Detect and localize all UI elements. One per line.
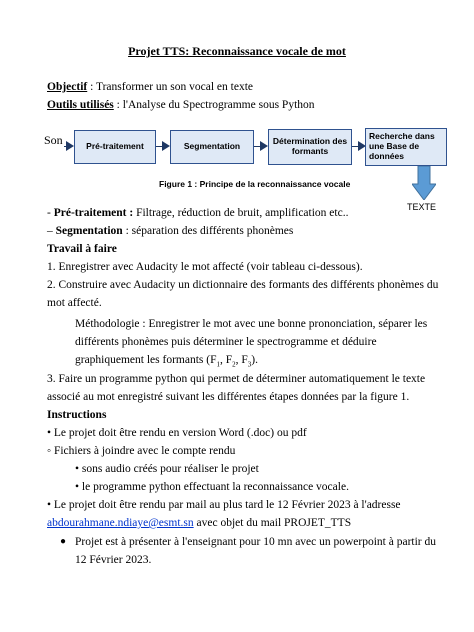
methodo-line1: Méthodologie : Enregistrer le mot avec une bonne prononciation, séparer les <box>75 318 428 330</box>
methodo-text: , F <box>219 354 233 366</box>
outils-label: Outils utilisés <box>47 99 114 111</box>
definition-term: Segmentation <box>55 225 123 237</box>
bullet-icon: ● <box>60 536 67 547</box>
travail-item-3-line2: associé au mot enregistré suivant les différentes étapes données par la figure 1. <box>47 391 410 403</box>
subscript: 3 <box>247 360 252 369</box>
instruction-4: • le programme python effectuant la reconnaissance vocale. <box>75 481 349 493</box>
definition-pretraitement <box>47 207 348 219</box>
travail-item-2-line2: mot affecté. <box>47 297 102 309</box>
page-title: Projet TTS: Reconnaissance vocale de mot <box>128 44 346 58</box>
objectif-label: Objectif <box>47 81 88 93</box>
instruction-7-line1: Projet est à présenter à l'enseignant pour 10 mn avec un powerpoint à partir du <box>75 536 437 548</box>
input-label: Son <box>44 133 63 147</box>
box-formants: Détermination des formants <box>268 129 352 165</box>
arrow-0-head <box>66 141 74 151</box>
output-label: TEXTE <box>407 202 437 212</box>
subscript: 2 <box>232 360 236 369</box>
travail-item-3-line1: 3. Faire un programme python qui permet de déterminer automatiquement le texte <box>47 373 426 385</box>
instruction-3: • sons audio créés pour réaliser le projet <box>75 463 259 475</box>
box-segmentation: Segmentation <box>170 130 254 164</box>
email-link[interactable]: abdourahmane.ndiaye@esmt.sn <box>47 517 194 529</box>
subscript: 1 <box>216 360 220 369</box>
methodo-line3 <box>75 354 258 368</box>
instruction-7-line2: 12 Février 2023. <box>75 554 152 566</box>
arrow-2-head <box>260 141 268 151</box>
instruction-1: • Le projet doit être rendu en version Word (.doc) ou pdf <box>47 427 307 439</box>
box-base-donnees: Recherche dans une Base de données <box>365 128 447 166</box>
instruction-5: • Le projet doit être rendu par mail au plus tard le 12 Février 2023 à l'adresse <box>47 499 401 511</box>
objectif-line <box>47 81 253 93</box>
figure-caption: Figure 1 : Principe de la reconnaissance vocale <box>159 179 351 189</box>
travail-heading: Travail à faire <box>47 243 117 255</box>
definition-segmentation <box>47 225 293 237</box>
definition-term: Pré-traitement : <box>53 207 134 219</box>
outils-text: : l'Analyse du Spectrogramme sous Python <box>113 99 315 111</box>
box-pretraitement: Pré-traitement <box>74 130 156 164</box>
down-arrow-icon <box>412 166 436 200</box>
definition-text: Filtrage, réduction de bruit, amplification etc.. <box>133 207 349 219</box>
definition-text: : séparation des différents phonèmes <box>122 225 294 237</box>
arrow-1-head <box>162 141 170 151</box>
methodo-text: ). <box>251 354 259 366</box>
instructions-heading: Instructions <box>47 409 107 421</box>
instruction-2: ◦ Fichiers à joindre avec le compte rendu <box>47 445 236 457</box>
methodo-text: graphiquement les formants (F <box>75 354 217 366</box>
instruction-6 <box>47 517 351 529</box>
travail-item-2-line1: 2. Construire avec Audacity un dictionnaire des formants des différents phonèmes du <box>47 279 439 291</box>
objectif-text: : Transformer un son vocal en texte <box>87 81 253 93</box>
methodo-text: , F <box>235 354 248 366</box>
instruction-6-text: avec objet du mail PROJET_TTS <box>193 517 352 529</box>
definition-prefix: – <box>47 225 56 237</box>
methodo-line2: différents phonèmes puis déterminer le spectrogramme et déduire <box>75 336 377 348</box>
outils-line <box>47 99 315 111</box>
definition-prefix: - <box>47 207 54 219</box>
travail-item-1: 1. Enregistrer avec Audacity le mot affecté (voir tableau ci-dessous). <box>47 261 363 273</box>
